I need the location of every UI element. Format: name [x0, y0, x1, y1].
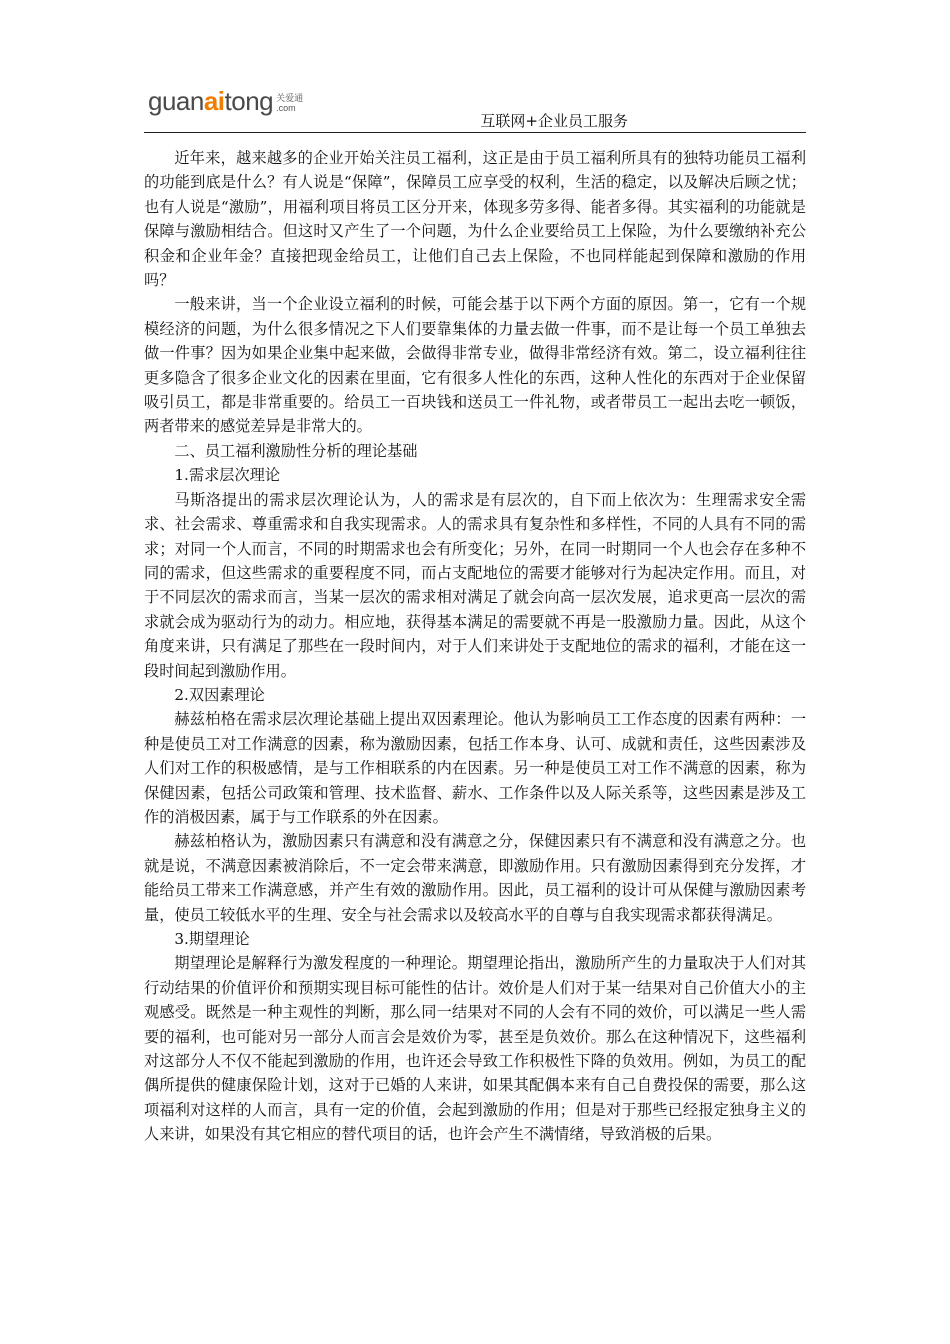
paragraph-expectancy: 期望理论是解释行为激发程度的一种理论。期望理论指出，激励所产生的力量取决于人们对其行动结果的价值评价和预期实现目标可能性的估计。效价是人们对于某一结果对自己价值大小的主观感受。既然是一种主观性的判断，那么同一结果对不同的人会有不同的效价，可以满足一些人需要的福利，也可能对另一部分人而言会是效价为零，甚至是负效价。那么在这种情况下，这些福利对这部分人不仅不能起到激励的作用，也许还会导致工作积极性下降的负效用。例如，为员工的配偶所提供的健康保险计划，这对于已婚的人来讲，如果其配偶本来有自己自费投保的需要，那么这项福利对这样的人而言，具有一定的价值，会起到激励的作用；但是对于那些已经报定独身主义的人来讲，如果没有其它相应的替代项目的话，也许会产生不满情绪，导致消极的后果。: [144, 954, 806, 1144]
header-divider: [144, 132, 806, 133]
paragraph-herzberg-1: 赫兹柏格在需求层次理论基础上提出双因素理论。他认为影响员工工作态度的因素有两种：一种是使员工对工作满意的因素，称为激励因素，包括工作本身、认可、成就和责任，这些因素涉及人们对工作的积极感情，是与工作相联系的内在因素。另一种是使员工对工作不满意的因素，称为保健因素，包括公司政策和管理、技术监督、薪水、工作条件以及人际关系等，这些因素是涉及工作的消极因素，属于与工作联系的外在因素。: [144, 710, 806, 826]
page-header: [144, 82, 806, 134]
paragraph-herzberg-2: 赫兹柏格认为，激励因素只有满意和没有满意之分，保健因素只有不满意和没有满意之分。也就是说，不满意因素被消除后，不一定会带来满意，即激励作用。只有激励因素得到充分发挥，才能给员工带来工作满意感，并产生有效的激励作用。因此，员工福利的设计可从保健与激励因素考量，使员工较低水平的生理、安全与社会需求以及较高水平的自尊与自我实现需求都获得满足。: [144, 832, 806, 924]
subheading-two-factor: 2.双因素理论: [174, 685, 265, 704]
logo-wordmark: [148, 86, 273, 116]
paragraph-reasons: 一般来讲，当一个企业设立福利的时候，可能会基于以下两个方面的原因。第一，它有一个规模经济的问题，为什么很多情况之下人们要靠集体的力量去做一件事，而不是让每一个员工单独去做一件事？因为如果企业集中起来做，会做得非常专业，做得非常经济有效。第二，设立福利往往更多隐含了很多企业文化的因素在里面，它有很多人性化的东西，这种人性化的东西对于企业保留吸引员工，都是非常重要的。给员工一百块钱和送员工一件礼物，或者带员工一起出去吃一顿饭，两者带来的感觉差异是非常大的。: [144, 295, 806, 436]
logo-domain: .com: [276, 103, 296, 113]
guanaitong-logo: [148, 82, 303, 116]
subheading-hierarchy-of-needs: 1.需求层次理论: [174, 466, 281, 485]
logo-word-guan: guan: [148, 86, 204, 116]
subheading-expectancy: 3.期望理论: [174, 930, 250, 948]
document-body: [144, 146, 806, 1147]
paragraph-intro: 近年来，越来越多的企业开始关注员工福利，这正是由于员工福利所具有的独特功能员工福利的功能到底是什么？有人说是“保障”，保障员工应享受的权利，生活的稳定，以及解决后顾之忧；也有人说是“激励”，用福利项目将员工区分开来，体现多劳多得、能者多得。其实福利的功能就是保障与激励相结合。但这时又产生了一个问题，为什么企业要给员工上保险，为什么要缴纳补充公积金和企业年金？直接把现金给员工，让他们自己去上保险，不也同样能起到保障和激励的作用吗？: [144, 149, 806, 290]
logo-side-text: [276, 93, 303, 113]
logo-word-tong: tong: [224, 86, 274, 116]
paragraph-maslow: 马斯洛提出的需求层次理论认为，人的需求是有层次的，自下而上依次为：生理需求安全需求、社会需求、尊重需求和自我实现需求。人的需求具有复杂性和多样性，不同的人具有不同的需求；对同一个人而言，不同的时期需求也会有所变化；另外，在同一时期同一个人也会存在多种不同的需求，但这些需求的重要程度不同，而占支配地位的需要才能够对行为起决定作用。而且，对于不同层次的需求而言，当某一层次的需求相对满足了就会向高一层次发展，追求更高一层次的需求就会成为驱动行为的动力。相应地，获得基本满足的需要就不再是一股激励力量。因此，从这个角度来讲，只有满足了那些在一段时间内，对于人们来讲处于支配地位的需求的福利，才能在这一段时间起到激励作用。: [144, 490, 806, 680]
header-tagline: 互联网+企业员工服务: [480, 112, 628, 130]
logo-word-ai: ai: [203, 86, 225, 116]
logo-chinese-name: 关爱通: [276, 93, 304, 103]
section-heading: 二、员工福利激励性分析的理论基础: [174, 441, 418, 460]
